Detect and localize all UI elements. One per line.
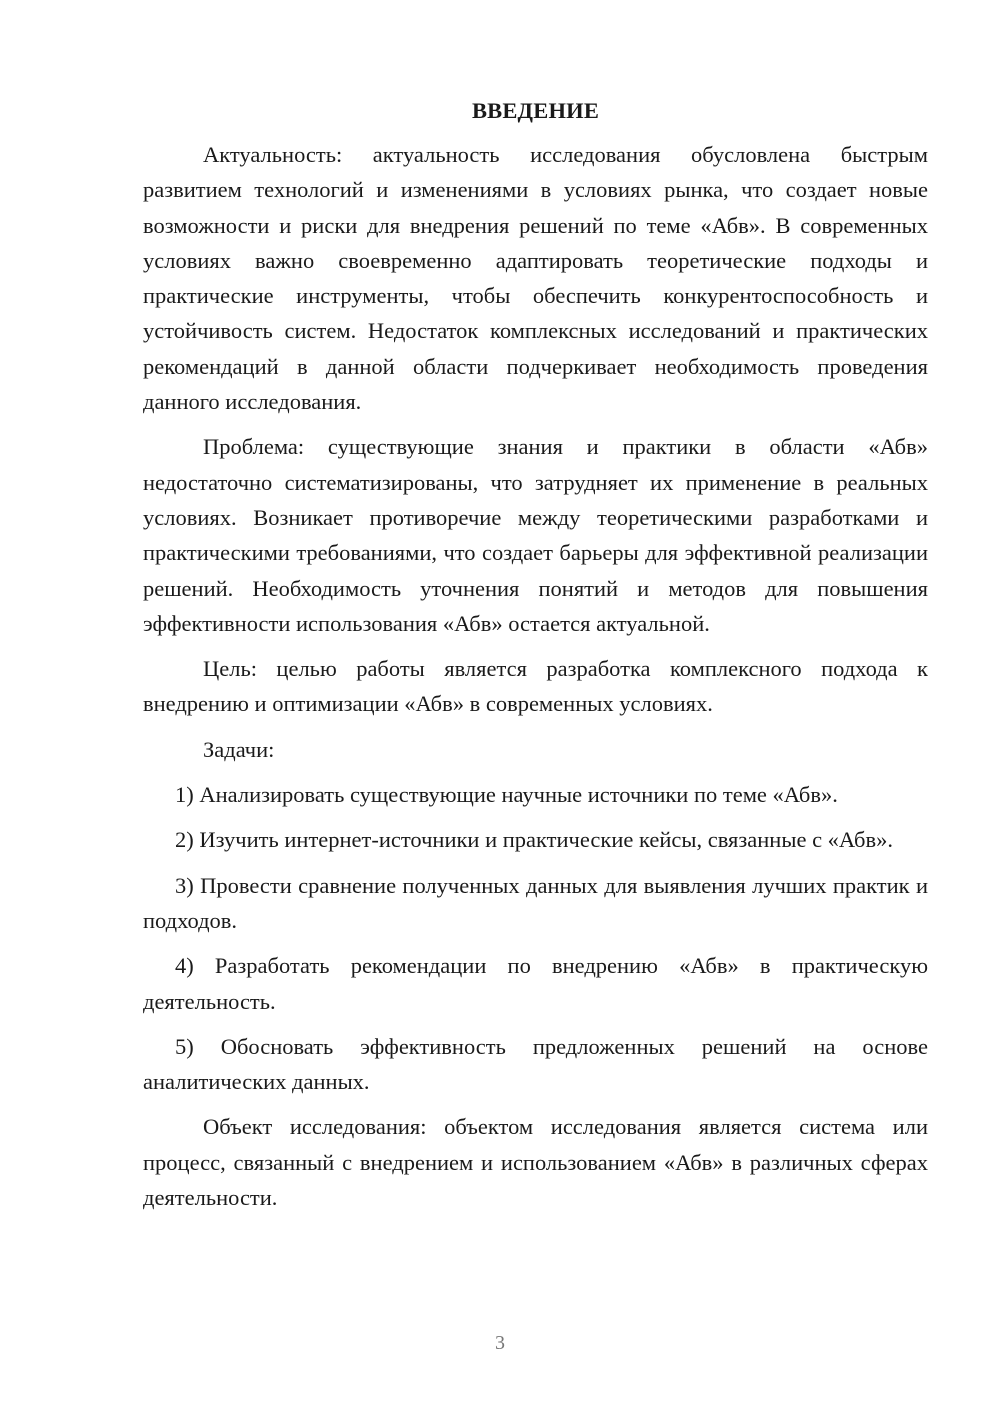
task-item-3: 3) Провести сравнение полученных данных для выявления лучших практик и подходов. (143, 872, 928, 933)
task-item-1: 1) Анализировать существующие научные источники по теме «Абв». (175, 782, 838, 808)
paragraph-relevance: Актуальность: актуальность исследования обусловлена быстрым развитием технологий и изменениями в условиях рынка, что создает новые возможности и риски для внедрения решений по теме «Абв». В современных условиях важно своевременно адаптировать теоретические подходы и практические инструменты, чтобы обеспечить конкурентоспособность и устойчивость систем. Недостаток комплексных исследований и практических рекомендаций в данной области подчеркивает необходимость проведения данного исследования. (143, 142, 928, 415)
tasks-label: Задачи: (203, 736, 275, 762)
paragraph-problem: Проблема: существующие знания и практики в области «Абв» недостаточно систематизированы, что затрудняет их применение в реальных условиях. Возникает противоречие между теоретическими разработками и практическими требованиями, что создает барьеры для эффективной реализации решений. Необходимость уточнения понятий и методов для повышения эффективности использования «Абв» остается актуальной. (143, 434, 928, 636)
task-item-4: 4) Разработать рекомендации по внедрению «Абв» в практическую деятельность. (143, 953, 928, 1014)
paragraph-goal: Цель: целью работы является разработка комплексного подхода к внедрению и оптимизации «Абв» в современных условиях. (143, 656, 928, 717)
section-heading: ВВЕДЕНИЕ (471, 98, 600, 123)
document-page (143, 96, 928, 1225)
paragraph-object: Объект исследования: объектом исследования является система или процесс, связанный с внедрением и использованием «Абв» в различных сферах деятельности. (143, 1114, 928, 1211)
page-number: 3 (495, 1332, 505, 1354)
task-item-2: 2) Изучить интернет-источники и практические кейсы, связанные с «Абв». (175, 827, 893, 853)
task-item-5: 5) Обосновать эффективность предложенных решений на основе аналитических данных. (143, 1033, 928, 1095)
